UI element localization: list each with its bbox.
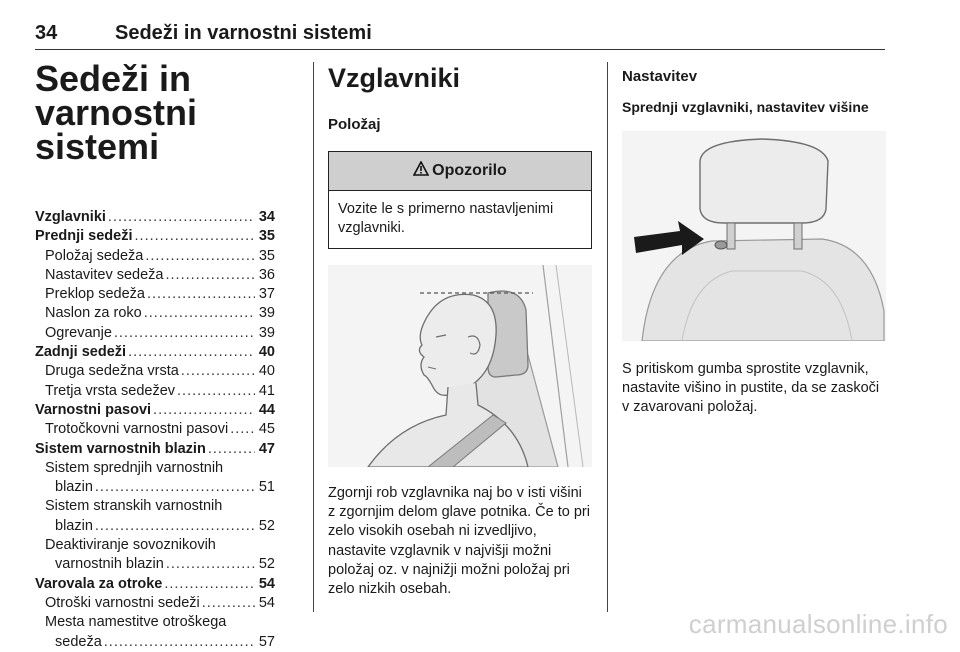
toc-leader-dots: [177, 382, 255, 401]
adjustment-heading: Nastavitev: [622, 68, 698, 85]
page-number: 34: [35, 22, 58, 44]
toc-entry-title: blazin: [55, 479, 93, 496]
toc-page-number: 54: [258, 594, 275, 611]
toc-subentry[interactable]: [35, 266, 275, 285]
toc-page-number: 51: [258, 479, 275, 496]
toc-leader-dots: [147, 285, 255, 304]
toc-page-number: 52: [258, 556, 275, 573]
toc-entry-title: Druga sedežna vrsta: [45, 363, 179, 380]
toc-page-number: 54: [258, 575, 275, 592]
warning-text: Vozite le s primerno nastavljenimi vzglavniki.: [338, 201, 554, 236]
toc-page-number: 39: [258, 324, 275, 341]
toc-entry-line: [35, 459, 275, 478]
toc-entry-title: Trotočkovni varnostni pasovi: [45, 421, 229, 438]
toc-page-number: 57: [258, 633, 275, 650]
toc-leader-dots: [95, 517, 255, 536]
toc-entry-title: Sistem stranskih varnostnih: [45, 498, 223, 515]
toc-leader-dots: [153, 401, 255, 420]
toc-leader-dots: [202, 594, 255, 613]
toc-entry-title: Varnostni pasovi: [35, 401, 152, 418]
toc-entry-title: varnostnih blazin: [55, 556, 164, 573]
toc-entry-line: [35, 613, 275, 632]
subsection-title: Položaj: [328, 116, 381, 133]
toc-leader-dots: [114, 324, 255, 343]
toc-page-number: 40: [258, 344, 275, 361]
toc-page-number: 40: [258, 363, 275, 380]
chapter-contents-column: [35, 58, 275, 652]
toc-entry-title: Otroški varnostni sedeži: [45, 594, 200, 611]
toc-entry-title: Ogrevanje: [45, 324, 112, 341]
toc-section-entry[interactable]: [35, 401, 275, 420]
toc-entry-title: Nastavitev sedeža: [45, 266, 164, 283]
toc-section-entry[interactable]: [35, 575, 275, 594]
toc-subentry[interactable]: [35, 594, 275, 613]
toc-section-entry[interactable]: [35, 440, 275, 459]
toc-leader-dots: [208, 440, 255, 459]
toc-leader-dots: [144, 304, 255, 323]
toc-leader-dots: [108, 208, 255, 227]
toc-page-number: 36: [258, 266, 275, 283]
headrest-position-column: [328, 62, 592, 599]
toc-section-entry[interactable]: [35, 343, 275, 362]
toc-page-number: 41: [258, 382, 275, 399]
toc-page-number: 35: [258, 247, 275, 264]
toc-subentry[interactable]: [35, 633, 275, 652]
toc-leader-dots: [104, 633, 255, 652]
toc-page-number: 37: [258, 286, 275, 303]
toc-leader-dots: [165, 266, 254, 285]
toc-leader-dots: [128, 343, 255, 362]
toc-leader-dots: [164, 575, 255, 594]
toc-page-number: 35: [258, 228, 275, 245]
toc-entry-title: sedeža: [55, 633, 102, 650]
toc-entry-title: Naslon za roko: [45, 305, 142, 322]
toc-leader-dots: [230, 420, 255, 439]
toc-entry-line: [35, 497, 275, 516]
toc-entry-line: [35, 536, 275, 555]
toc-subentry[interactable]: [35, 555, 275, 574]
page-header: [35, 22, 885, 48]
toc-entry-title: Položaj sedeža: [45, 247, 144, 264]
toc-page-number: 34: [258, 209, 275, 225]
toc-entry-title: Sistem varnostnih blazin: [35, 440, 206, 457]
toc-leader-dots: [135, 227, 255, 246]
toc-subentry[interactable]: [35, 247, 275, 266]
column-divider: [607, 62, 608, 612]
toc-entry-title: Vzglavniki: [35, 209, 106, 225]
toc-subentry[interactable]: [35, 517, 275, 536]
toc-leader-dots: [181, 362, 255, 381]
toc-subentry[interactable]: [35, 382, 275, 401]
toc-leader-dots: [95, 478, 255, 497]
running-title: Sedeži in varnostni sistemi: [115, 22, 372, 44]
adjustment-subheading: Sprednji vzglavniki, nastavitev višine: [622, 99, 869, 115]
chapter-title-line: sistemi: [35, 126, 160, 167]
toc-entry-title: Deaktiviranje sovoznikovih: [45, 537, 216, 554]
toc-subentry[interactable]: [35, 304, 275, 323]
headrest-height-adjustment-illustration: [622, 131, 886, 341]
headrest-position-illustration: [328, 265, 592, 467]
toc-page-number: 45: [258, 421, 275, 438]
headrest-position-text: Zgornji rob vzglavnika naj bo v isti višini z zgornjim delom glave potnika. Če to pri zelo visokih osebah ni izvedljivo, nastavite vzglavnik v najvišji možni položaj oz. v najnižji možni položaj pri zelo nizkih osebah.: [328, 485, 590, 598]
watermark: carmanualsonline.info: [688, 609, 948, 639]
toc-section-entry[interactable]: [35, 227, 275, 246]
toc-page-number: 47: [258, 440, 275, 457]
toc-subentry[interactable]: [35, 362, 275, 381]
toc-page-number: 44: [258, 401, 275, 418]
chapter-title-line: Sedeži in varnostni: [35, 58, 198, 133]
toc-entry-title: Mesta namestitve otroškega: [45, 614, 227, 631]
header-rule: [35, 49, 885, 50]
toc-entry-title: Tretja vrsta sedežev: [45, 382, 176, 399]
chapter-title: [35, 58, 275, 167]
warning-triangle-icon: [413, 161, 429, 181]
section-title: Vzglavniki: [328, 63, 461, 93]
headrest-adjustment-column: [622, 62, 886, 418]
toc-page-number: 52: [258, 517, 275, 534]
warning-heading: Opozorilo: [432, 162, 507, 179]
column-divider: [313, 62, 314, 612]
warning-box: [328, 151, 592, 249]
toc-entry-title: Preklop sedeža: [45, 286, 145, 303]
toc-entry-title: Prednji sedeži: [35, 228, 133, 245]
toc-leader-dots: [166, 555, 255, 574]
toc-entry-title: Varovala za otroke: [35, 575, 163, 592]
toc-leader-dots: [145, 247, 255, 266]
toc-subentry[interactable]: [35, 324, 275, 343]
toc-subentry[interactable]: [35, 420, 275, 439]
toc-subentry[interactable]: [35, 285, 275, 304]
toc-entry-title: blazin: [55, 517, 93, 534]
warning-header: [329, 152, 591, 191]
table-of-contents: [35, 208, 275, 652]
toc-section-entry[interactable]: [35, 208, 275, 227]
headrest-adjustment-text: S pritiskom gumba sprostite vzglavnik, nastavite višino in pustite, da se zaskoči v zavarovani položaj.: [622, 361, 880, 416]
toc-page-number: 39: [258, 305, 275, 322]
toc-entry-title: Sistem sprednjih varnostnih: [45, 459, 224, 476]
toc-entry-title: Zadnji sedeži: [35, 344, 127, 361]
toc-subentry[interactable]: [35, 478, 275, 497]
